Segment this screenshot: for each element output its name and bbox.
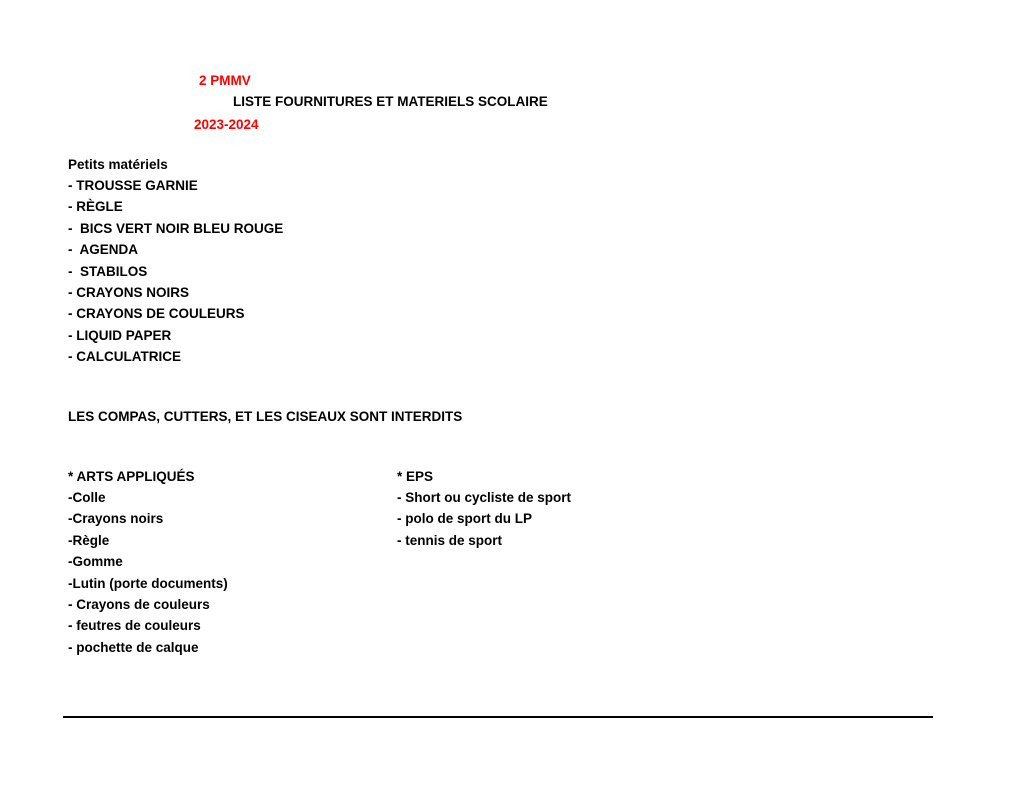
section-heading-eps: * EPS — [397, 469, 434, 484]
horizontal-divider — [63, 716, 933, 718]
forbidden-items-warning: LES COMPAS, CUTTERS, ET LES CISEAUX SONT INTERDITS — [68, 409, 463, 424]
list-item: - LIQUID PAPER — [68, 327, 172, 343]
list-item: - polo de sport du LP — [397, 511, 532, 527]
list-item: - TROUSSE GARNIE — [68, 178, 198, 193]
list-item: - RÈGLE — [68, 199, 123, 215]
list-item: - AGENDA — [68, 242, 138, 258]
section-heading-arts-appliques: * ARTS APPLIQUÉS — [68, 469, 195, 484]
document-title: LISTE FOURNITURES ET MATERIELS SCOLAIRE — [233, 94, 548, 109]
class-code: 2 PMMV — [199, 73, 251, 88]
petits-materiels-list — [68, 178, 283, 371]
eps-list — [397, 490, 571, 554]
list-item: -Colle — [68, 490, 106, 505]
list-item: -Crayons noirs — [68, 511, 164, 527]
arts-appliques-list — [68, 490, 228, 661]
school-year: 2023-2024 — [194, 117, 259, 132]
list-item: - feutres de couleurs — [68, 618, 201, 634]
list-item: - Short ou cycliste de sport — [397, 490, 572, 505]
list-item: - BICS VERT NOIR BLEU ROUGE — [68, 220, 284, 236]
list-item: - CRAYONS NOIRS — [68, 284, 190, 300]
section-heading-petits-materiels: Petits matériels — [68, 157, 168, 172]
list-item: - pochette de calque — [68, 639, 199, 655]
list-item: -Gomme — [68, 554, 123, 570]
list-item: - CRAYONS DE COULEURS — [68, 306, 245, 322]
list-item: - Crayons de couleurs — [68, 596, 210, 612]
list-item: -Lutin (porte documents) — [68, 575, 228, 591]
list-item: - STABILOS — [68, 263, 148, 279]
list-item: - CALCULATRICE — [68, 349, 181, 365]
list-item: -Règle — [68, 532, 110, 548]
list-item: - tennis de sport — [397, 532, 503, 548]
